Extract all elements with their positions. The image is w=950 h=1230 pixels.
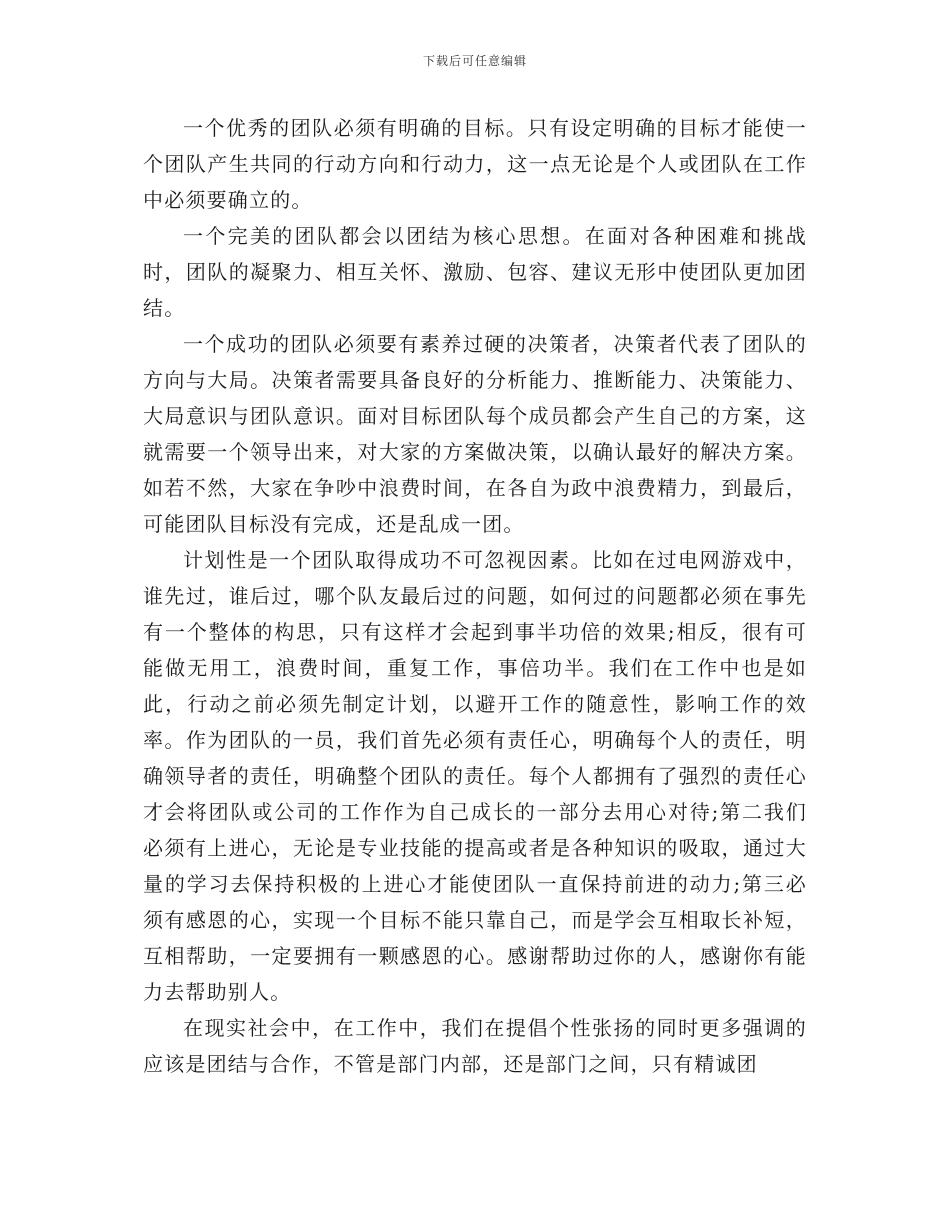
page-header: 下载后可任意编辑 [422,54,527,68]
paragraph-planning: 计划性是一个团队取得成功不可忽视因素。比如在过电网游戏中，谁先过，谁后过，哪个队友最后过的问题，如何过的问题都必须在事先有一个整体的构思，只有这样才会起到事半功倍的效果;相反，很有可能做无用工，浪费时间，重复工作，事倍功半。我们在工作中也是如此，行动之前必须先制定计划，以避开工作的随意性，影响工作的效率。作为团队的一员，我们首先必须有责任心，明确每个人的责任，明确领导者的责任，明确整个团队的责任。每个人都拥有了强烈的责任心才会将团队或公司的工作作为自己成长的一部分去用心对待;第二我们必须有上进心，无论是专业技能的提高或者是各种知识的吸取，通过大量的学习去保持积极的上进心才能使团队一直保持前进的动力;第三必须有感恩的心，实现一个目标不能只靠自己，而是学会互相取长补短，互相帮助，一定要拥有一颗感恩的心。感谢帮助过你的人，感谢你有能力去帮助别人。 [143,548,807,1004]
paragraph-team-unity: 一个完美的团队都会以团结为核心思想。在面对各种困难和挑战时，团队的凝聚力、相互关怀、激励、包容、建议无形中使团队更加团结。 [143,224,807,320]
paragraph-cooperation: 在现实社会中，在工作中，我们在提倡个性张扬的同时更多强调的应该是团结与合作，不管是部门内部，还是部门之间，只有精诚团 [143,1016,807,1076]
paragraph-decision-maker: 一个成功的团队必须要有素养过硬的决策者，决策者代表了团队的方向与大局。决策者需要具备良好的分析能力、推断能力、决策能力、大局意识与团队意识。面对目标团队每个成员都会产生自己的方案，这就需要一个领导出来，对大家的方案做决策，以确认最好的解决方案。如若不然，大家在争吵中浪费时间，在各自为政中浪费精力，到最后，可能团队目标没有完成，还是乱成一团。 [143,332,807,536]
document-body [143,110,807,1082]
paragraph-team-goal: 一个优秀的团队必须有明确的目标。只有设定明确的目标才能使一个团队产生共同的行动方向和行动力，这一点无论是个人或团队在工作中必须要确立的。 [143,116,807,212]
